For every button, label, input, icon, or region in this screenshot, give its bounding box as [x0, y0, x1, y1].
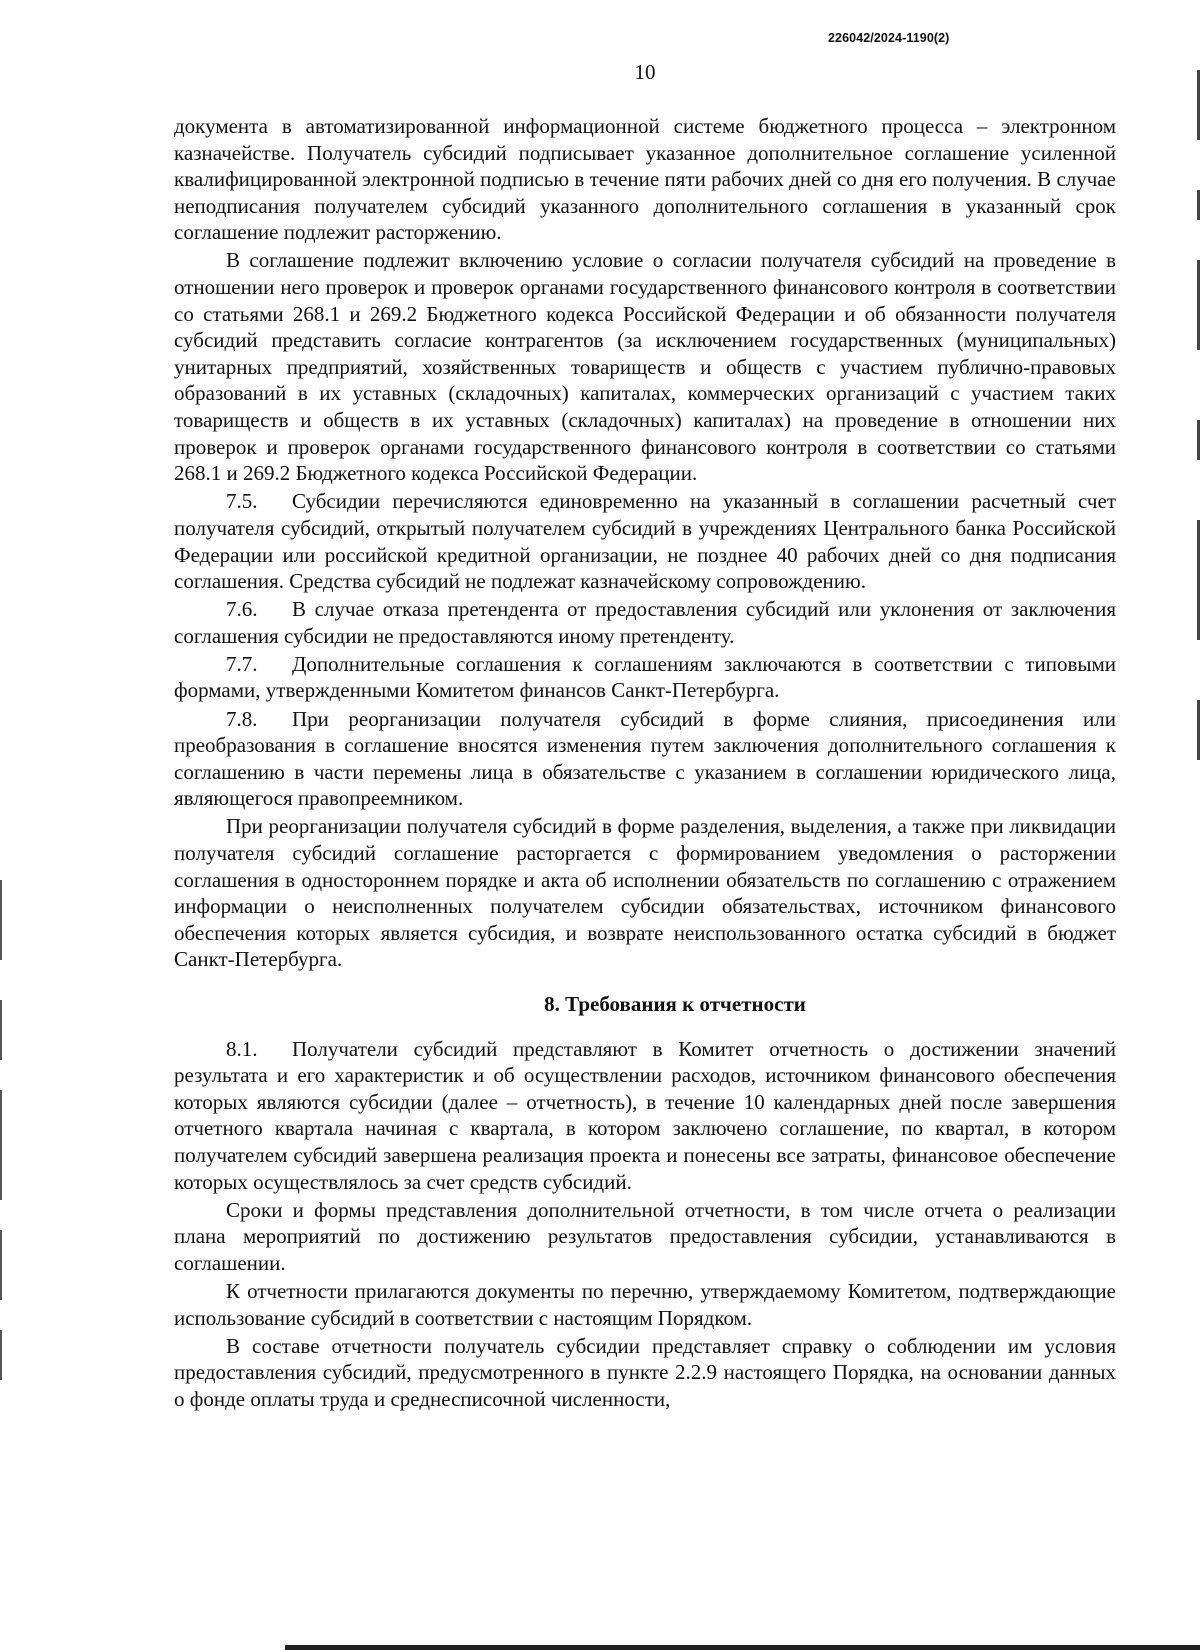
paragraph-number: 7.5. [226, 489, 258, 514]
section-heading: 8. Требования к отчетности [544, 992, 806, 1016]
page-number: 10 [634, 60, 656, 84]
scan-edge-marks-right [1196, 0, 1200, 1650]
paragraph-text: В случае отказа претендента от предоставления субсидий или уклонения от заключения соглашения субсидии не предоставляются иному претенденту. [174, 597, 1116, 648]
paragraph-number: 7.7. [226, 651, 258, 676]
paragraph-7-7 [174, 651, 1116, 704]
paragraph-number: 7.6. [226, 597, 258, 622]
paragraph-8-1 [174, 1036, 1116, 1196]
paragraph-7-8 [174, 706, 1116, 812]
scan-bottom-edge [285, 1645, 1200, 1650]
paragraph-number: 7.8. [226, 706, 258, 731]
document-id: 226042/2024-1190(2) [828, 31, 950, 45]
paragraph: К отчетности прилагаются документы по перечню, утверждаемому Комитетом, подтверждающие использование субсидий в соответствии с настоящим Порядком. [174, 1278, 1116, 1330]
paragraph: В составе отчетности получатель субсидии представляет справку о соблюдении им условия предоставления субсидий, предусмотренного в пункте 2.2.9 настоящего Порядка, на основании данных о фонде оплаты труда и среднесписочной численности, [174, 1333, 1116, 1411]
paragraph-number: 8.1. [226, 1036, 258, 1061]
paragraph-7-5 [174, 488, 1116, 594]
paragraph: В соглашение подлежит включению условие о согласии получателя субсидий на проведение в отношении него проверок и проверок органами государственного финансового контроля в соответствии со статьями 268.1 и 269.2 Бюджетного кодекса Российской Федерации и об обязанности получателя субсидий представить согласие контрагентов (за исключением государственных (муниципальных) унитарных предприятий, хозяйственных товариществ и обществ с участием публично-правовых образований в их уставных (складочных) капиталах, коммерческих организаций с участием таких товариществ и обществ в их уставных (складочных) капиталах) на проведение в отношении них проверок и проверок органами государственного финансового контроля в соответствии со статьями 268.1 и 269.2 Бюджетного кодекса Российской Федерации. [174, 248, 1116, 486]
document-body [174, 113, 1116, 1414]
paragraph-text: Дополнительные соглашения к соглашениям заключаются в соответствии с типовыми формами, утвержденными Комитетом финансов Санкт-Петербурга. [174, 651, 1116, 703]
scan-edge-marks-left [0, 0, 3, 1650]
paragraph: При реорганизации получателя субсидий в форме разделения, выделения, а также при ликвидации получателя субсидий соглашение расторгается с формированием уведомления о расторжении соглашения в одностороннем порядке и акта об исполнении обязательств по соглашению с отражением информации о неисполненных получателем субсидии обязательствах, источником финансового обеспечения которых является субсидия, и возврате неиспользованного остатка субсидий в бюджет Санкт-Петербурга. [174, 814, 1116, 972]
paragraph: документа в автоматизированной информационной системе бюджетного процесса – электронном казначействе. Получатель субсидий подписывает указанное дополнительное соглашение усиленной квалифицированной электронной подписью в течение пяти рабочих дней со дня его получения. В случае неподписания получателем субсидий указанного дополнительного соглашения в указанный срок соглашение подлежит расторжению. [174, 114, 1116, 245]
paragraph-7-6 [174, 596, 1116, 649]
paragraph-text: При реорганизации получателя субсидий в форме слияния, присоединения или преобразования в соглашение вносятся изменения путем заключения дополнительного соглашения к соглашению в части перемены лица в обязательстве с указанием в соглашении юридического лица, являющегося правопреемником. [174, 706, 1116, 811]
paragraph-text: Получатели субсидий представляют в Комитет отчетность о достижении значений результата и его характеристик и об осуществлении расходов, источником финансового обеспечения которых являются субсидии (далее – отчетность), в течение 10 календарных дней после завершения отчетного квартала начиная с квартала, в котором заключено соглашение, по квартал, в котором получателем субсидий завершена реализация проекта и понесены все затраты, финансовое обеспечение которых осуществлялось за счет средств субсидий. [174, 1036, 1116, 1194]
paragraph: Сроки и формы представления дополнительной отчетности, в том числе отчета о реализации плана мероприятий по достижению результатов предоставления субсидии, устанавливаются в соглашении. [174, 1197, 1116, 1275]
paragraph-text: Субсидии перечисляются единовременно на указанный в соглашении расчетный счет получателя субсидий, открытый получателем субсидий в учреждениях Центрального банка Российской Федерации или российской кредитной организации, не позднее 40 рабочих дней со дня подписания соглашения. Средства субсидий не подлежат казначейскому сопровождению. [174, 489, 1116, 594]
